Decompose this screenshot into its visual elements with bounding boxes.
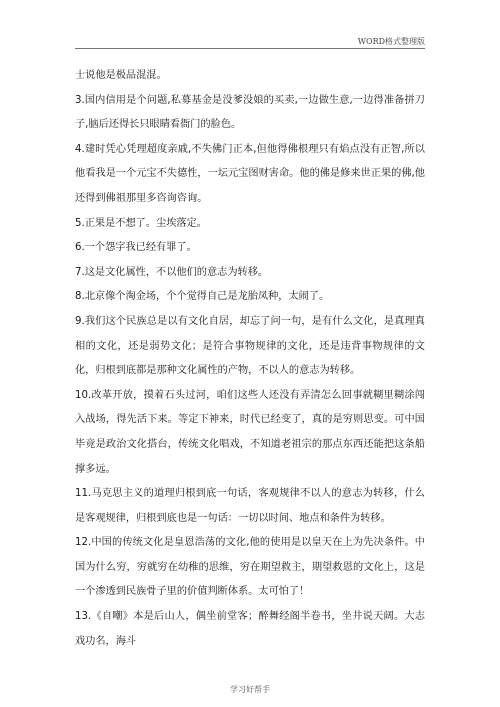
document-body: [75, 64, 425, 654]
paragraph: 4.建时凭心凭理超度亲戚,不失佛门正本,但他得佛根理只有焰点没有正智,所以他看我是一个元宝不失德性，一坛元宝图财害命。他的佛是修来世正果的佛,他还得到佛祖那里多咨询咨询。: [75, 143, 425, 204]
paragraph: 9.我们这个民族总是以有文化自居，却忘了问一句，是有什么文化，是真理真相的文化，还是弱势文化；是符合事物规律的文化，还是违背事物规律的文化，归根到底都是那种文化属性的产物，不以人的意志为转移。: [75, 315, 425, 377]
paragraph: 12.中国的传统文化是皇恩浩荡的文化,他的使用是以皇天在上为先决条件。中国为什么穷，穷就穷在幼稚的思维，穷在期望救主，期望救恩的文化上，这是一个渗透到民族骨子里的价值判断体系。太可怕了！: [75, 537, 425, 598]
header-divider: [75, 48, 425, 49]
paragraph: 13.《自嘲》本是后山人，偶坐前堂客；醉舞经阁半卷书，坐井说天阔。大志戏功名，海斗: [75, 611, 425, 647]
paragraph: 3.国内信用是个问题,私募基金是没爹没娘的买卖,一边做生意,一边得准备拼刀子,脑后还得长只眼睛看衙门的脸色。: [75, 94, 425, 131]
page-footer: 学习好帮手: [230, 685, 270, 694]
page-header: WORD格式整理版: [357, 37, 425, 46]
paragraph: 6.一个怨字我已经有罪了。: [75, 242, 197, 254]
paragraph: 7.这是文化属性，不以他们的意志为转移。: [75, 266, 269, 278]
paragraph: 10.改革开放，摸着石头过河，咱们这些人还没有弄清怎么回事就糊里糊涂闯入战场，得先活下来。等定下神来，时代已经变了，真的是穷则思变。可中国毕竟是政治文化搭台，传统文化唱戏，不知道老祖宗的那点东西还能把这条船撑多远。: [75, 389, 425, 475]
paragraph: 11.马克思主义的道理归根到底一句话，客观规律不以人的意志为转移，什么是客观规律，归根到底也是一句话：一切以时间、地点和条件为转移。: [75, 488, 425, 524]
paragraph: 士说他是极品混混。: [75, 70, 167, 81]
paragraph: 5.正果是不想了。尘埃落定。: [75, 217, 207, 229]
paragraph: 8.北京像个淘金场，个个觉得自己是龙胎凤种，太闹了。: [75, 291, 330, 303]
